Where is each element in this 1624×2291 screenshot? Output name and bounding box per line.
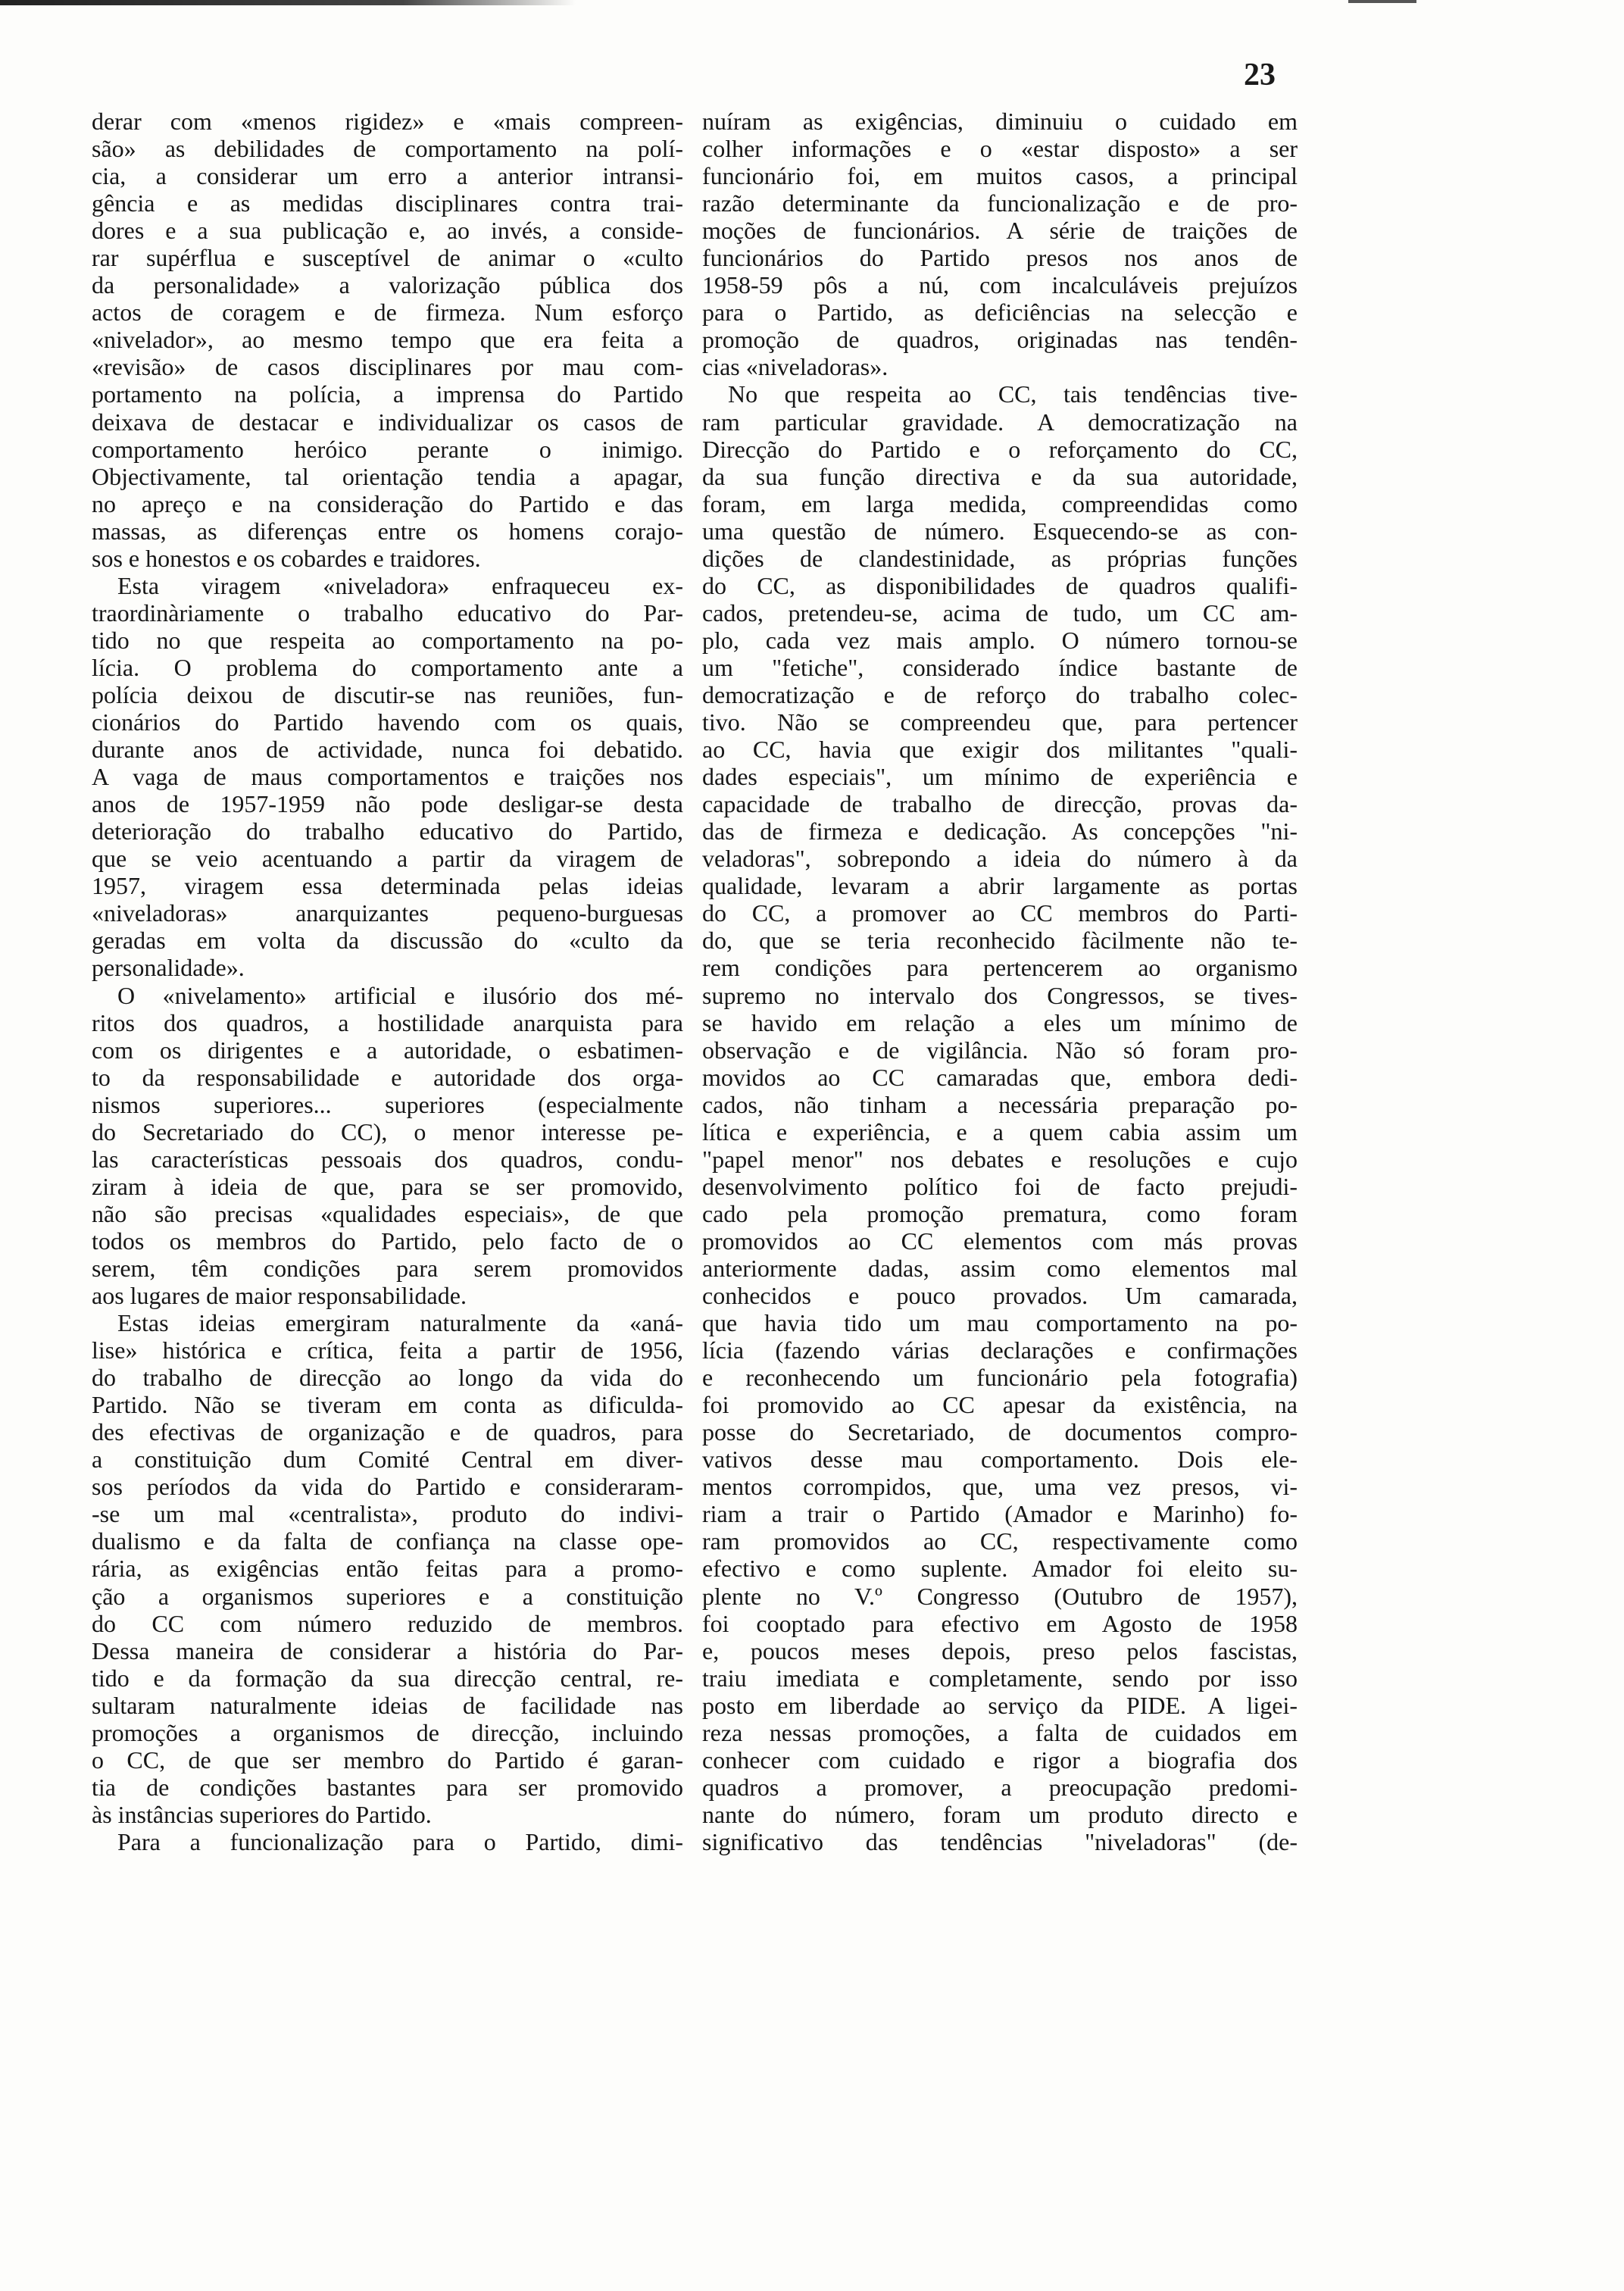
text-line: supremo no intervalo dos Congressos, se tives- [702, 981, 1298, 1009]
text-line: cado pela promoção prematura, como foram [702, 1199, 1298, 1227]
text-line: ção a organismos superiores e a constituição [92, 1582, 683, 1610]
text-line: quadros a promover, a preocupação predomi- [702, 1773, 1298, 1801]
scan-edge-mark [0, 0, 576, 5]
text-line: No que respeita ao CC, tais tendências tive- [728, 380, 1298, 408]
text-line: posse do Secretariado, de documentos compro- [702, 1418, 1298, 1446]
paragraph [92, 1309, 683, 1828]
text-line: dades especiais", um mínimo de experiência e [702, 763, 1298, 791]
text-line: traordinàriamente o trabalho educativo do Par- [92, 599, 683, 627]
text-line: rária, as exigências então feitas para a promo- [92, 1555, 683, 1583]
text-line: que se veio acentuando a partir da viragem de [92, 845, 683, 873]
text-line: cados, pretendeu-se, acima de tudo, um CC am- [702, 599, 1298, 627]
paragraph [702, 108, 1298, 380]
text-line: Direcção do Partido e o reforçamento do CC, [702, 435, 1298, 463]
text-line: las características pessoais dos quadros, condu- [92, 1145, 683, 1173]
text-line: rar supérflua e susceptível de animar o «culto [92, 244, 683, 272]
text-line: traiu imediata e completamente, sendo por isso [702, 1664, 1298, 1692]
text-line: cados, não tinham a necessária preparação po- [702, 1090, 1298, 1118]
text-line: sos e honestos e os cobardes e traidores. [92, 544, 481, 572]
text-line: plente no V.º Congresso (Outubro de 1957), [702, 1582, 1298, 1610]
text-line: funcionários do Partido presos nos anos de [702, 244, 1298, 272]
text-line: efectivo e como suplente. Amador foi eleito su- [702, 1555, 1298, 1583]
paragraph [92, 1828, 683, 1855]
text-line: sos períodos da vida do Partido e consideraram- [92, 1473, 683, 1501]
right-text-column [702, 108, 1298, 1855]
text-line: o CC, de que ser membro do Partido é garan- [92, 1746, 683, 1774]
text-line: do, que se teria reconhecido fàcilmente não te- [702, 927, 1298, 955]
text-line: gência e as medidas disciplinares contra trai- [92, 189, 683, 217]
text-line: do trabalho de direcção ao longo da vida do [92, 1364, 683, 1392]
text-line: «nivelador», ao mesmo tempo que era feita a [92, 326, 683, 354]
text-line: aos lugares de maior responsabilidade. [92, 1282, 467, 1310]
text-line: vativos desse mau comportamento. Dois ele- [702, 1446, 1298, 1474]
paragraph [92, 572, 683, 982]
text-line: riam a trair o Partido (Amador e Marinho) fo- [702, 1500, 1298, 1528]
text-line: lítica e experiência, e a quem cabia assim um [702, 1117, 1298, 1146]
text-line: uma questão de número. Esquecendo-se as con- [702, 517, 1298, 545]
text-line: portamento na polícia, a imprensa do Partido [92, 380, 683, 408]
text-line: conhecer com cuidado e rigor a biografia dos [702, 1746, 1298, 1774]
text-line: nismos superiores... superiores (especialmente [92, 1090, 683, 1118]
text-line: conhecidos e pouco provados. Um camarada, [702, 1282, 1298, 1310]
text-line: lícia (fazendo várias declarações e confirmações [702, 1336, 1298, 1364]
text-line: "papel menor" nos debates e resoluções e cujo [702, 1145, 1298, 1173]
text-line: da sua função directiva e da sua autoridade, [702, 462, 1298, 490]
text-line: cias «niveladoras». [702, 353, 889, 381]
text-line: anteriormente dadas, assim como elementos mal [702, 1254, 1298, 1282]
text-line: «niveladoras» anarquizantes pequeno-burguesas [92, 899, 683, 927]
text-line: deixava de destacar e individualizar os casos de [92, 408, 683, 436]
text-line: desenvolvimento político foi de facto prejudi- [702, 1172, 1298, 1200]
text-line: ram promovidos ao CC, respectivamente como [702, 1527, 1298, 1555]
text-line: Dessa maneira de considerar a história do Par- [92, 1636, 683, 1664]
text-line: foi cooptado para efectivo em Agosto de 1958 [702, 1609, 1298, 1637]
text-line: no apreço e na consideração do Partido e das [92, 489, 683, 517]
text-line: promoções a organismos de direcção, incluindo [92, 1718, 683, 1746]
paragraph [92, 108, 683, 572]
text-line: que havia tido um mau comportamento na po- [702, 1309, 1298, 1337]
left-text-column [92, 108, 683, 1855]
paragraph [92, 982, 683, 1310]
text-line: da personalidade» a valorização pública dos [92, 271, 683, 299]
text-line: todos os membros do Partido, pelo facto de o [92, 1227, 683, 1255]
text-line: e reconhecendo um funcionário pela fotografia) [702, 1364, 1298, 1392]
text-line: às instâncias superiores do Partido. [92, 1800, 432, 1828]
text-line: sultaram naturalmente ideias de facilidade nas [92, 1691, 683, 1719]
text-line: lícia. O problema do comportamento ante a [92, 653, 683, 681]
text-line: anos de 1957-1959 não pode desligar-se desta [92, 790, 683, 818]
text-line: tido no que respeita ao comportamento na po- [92, 626, 683, 654]
text-line: capacidade de trabalho de direcção, provas da- [702, 790, 1298, 818]
text-line: do Secretariado do CC), o menor interesse pe- [92, 1117, 683, 1146]
text-line: democratização e de reforço do trabalho colec- [702, 680, 1298, 708]
text-line: dualismo e da falta de confiança na classe ope- [92, 1527, 683, 1555]
text-line: posto em liberdade ao serviço da PIDE. A ligei- [702, 1691, 1298, 1719]
text-line: do CC com número reduzido de membros. [92, 1609, 683, 1637]
text-line: promovidos ao CC elementos com más provas [702, 1227, 1298, 1255]
text-line: O «nivelamento» artificial e ilusório dos mé- [117, 981, 683, 1009]
text-line: foi promovido ao CC apesar da existência, na [702, 1391, 1298, 1419]
text-line: 1958-59 pôs a nú, com incalculáveis prejuízos [702, 271, 1298, 299]
text-line: ram particular gravidade. A democratização na [702, 408, 1298, 436]
text-line: actos de coragem e de firmeza. Num esforço [92, 298, 683, 327]
text-line: ritos dos quadros, a hostilidade anarquista para [92, 1008, 683, 1036]
text-line: com os dirigentes e a autoridade, o esbatimen- [92, 1036, 683, 1064]
text-line: veladoras", sobrepondo a ideia do número à da [702, 845, 1298, 873]
text-line: massas, as diferenças entre os homens corajo- [92, 517, 683, 545]
text-line: Estas ideias emergiram naturalmente da «aná- [117, 1309, 683, 1337]
page-number: 23 [1244, 58, 1276, 92]
text-line: são» as debilidades de comportamento na polí- [92, 135, 683, 163]
text-line: reza nessas promoções, a falta de cuidados em [702, 1718, 1298, 1746]
text-line: derar com «menos rigidez» e «mais compreen- [92, 108, 683, 135]
text-line: promoção de quadros, originadas nas tendên- [702, 326, 1298, 354]
text-line: «revisão» de casos disciplinares por mau com- [92, 353, 683, 381]
text-line: razão determinante da funcionalização e de pro- [702, 189, 1298, 217]
text-line: ziram à ideia de que, para se ser promovido, [92, 1172, 683, 1200]
text-line: tido e da formação da sua direcção central, re- [92, 1664, 683, 1692]
text-line: tivo. Não se compreendeu que, para pertencer [702, 708, 1298, 736]
text-line: das de firmeza e dedicação. As concepções "ni- [702, 817, 1298, 845]
text-line: movidos ao CC camaradas que, embora dedi- [702, 1063, 1298, 1091]
text-line: Esta viragem «niveladora» enfraqueceu ex- [117, 571, 683, 599]
text-line: lise» histórica e crítica, feita a partir de 1956, [92, 1336, 683, 1364]
text-line: Objectivamente, tal orientação tendia a apagar, [92, 462, 683, 490]
text-line: rem condições para pertencerem ao organismo [702, 954, 1298, 982]
text-line: nante do número, foram um produto directo e [702, 1800, 1298, 1828]
text-line: qualidade, levaram a abrir largamente as portas [702, 872, 1298, 900]
text-line: a constituição dum Comité Central em diver- [92, 1446, 683, 1474]
text-line: do CC, a promover ao CC membros do Parti- [702, 899, 1298, 927]
text-line: não são precisas «qualidades especiais», de que [92, 1199, 683, 1227]
text-line: comportamento heróico perante o inimigo. [92, 435, 683, 463]
text-line: Para a funcionalização para o Partido, dimi- [117, 1827, 683, 1855]
text-line: do CC, as disponibilidades de quadros qualifi- [702, 571, 1298, 599]
text-line: para o Partido, as deficiências na selecção e [702, 298, 1298, 327]
text-line: -se um mal «centralista», produto do indivi- [92, 1500, 683, 1528]
text-line: dições de clandestinidade, as próprias funções [702, 544, 1298, 572]
text-line: serem, têm condições para serem promovidos [92, 1254, 683, 1282]
text-line: A vaga de maus comportamentos e traições nos [92, 763, 683, 791]
text-line: durante anos de actividade, nunca foi debatido. [92, 736, 683, 764]
text-line: ao CC, havia que exigir dos militantes "quali- [702, 736, 1298, 764]
text-line: moções de funcionários. A série de traições de [702, 217, 1298, 245]
text-line: nuíram as exigências, diminuiu o cuidado em [702, 108, 1298, 135]
text-line: deterioração do trabalho educativo do Partido, [92, 817, 683, 845]
text-line: des efectivas de organização e de quadros, para [92, 1418, 683, 1446]
text-line: funcionário foi, em muitos casos, a principal [702, 162, 1298, 190]
text-line: tia de condições bastantes para ser promovido [92, 1773, 683, 1801]
scan-edge-mark [1348, 0, 1416, 3]
paragraph [702, 380, 1298, 1855]
text-line: se havido em relação a eles um mínimo de [702, 1008, 1298, 1036]
text-line: mentos corrompidos, que, uma vez presos, vi- [702, 1473, 1298, 1501]
text-line: plo, cada vez mais amplo. O número tornou-se [702, 626, 1298, 654]
text-line: cia, a considerar um erro a anterior intransi- [92, 162, 683, 190]
text-line: Partido. Não se tiveram em conta as dificulda- [92, 1391, 683, 1419]
text-line: significativo das tendências "niveladoras" (de- [702, 1827, 1298, 1855]
text-line: dores e a sua publicação e, ao invés, a conside- [92, 217, 683, 245]
text-line: to da responsabilidade e autoridade dos orga- [92, 1063, 683, 1091]
text-line: personalidade». [92, 954, 245, 982]
text-line: 1957, viragem essa determinada pelas ideias [92, 872, 683, 900]
text-line: e, poucos meses depois, preso pelos fascistas, [702, 1636, 1298, 1664]
text-line: observação e de vigilância. Não só foram pro- [702, 1036, 1298, 1064]
text-line: polícia deixou de discutir-se nas reuniões, fun- [92, 680, 683, 708]
text-line: colher informações e o «estar disposto» a ser [702, 135, 1298, 163]
text-line: um "fetiche", considerado índice bastante de [702, 653, 1298, 681]
text-line: foram, em larga medida, compreendidas como [702, 489, 1298, 517]
text-line: geradas em volta da discussão do «culto da [92, 927, 683, 955]
text-line: cionários do Partido havendo com os quais, [92, 708, 683, 736]
